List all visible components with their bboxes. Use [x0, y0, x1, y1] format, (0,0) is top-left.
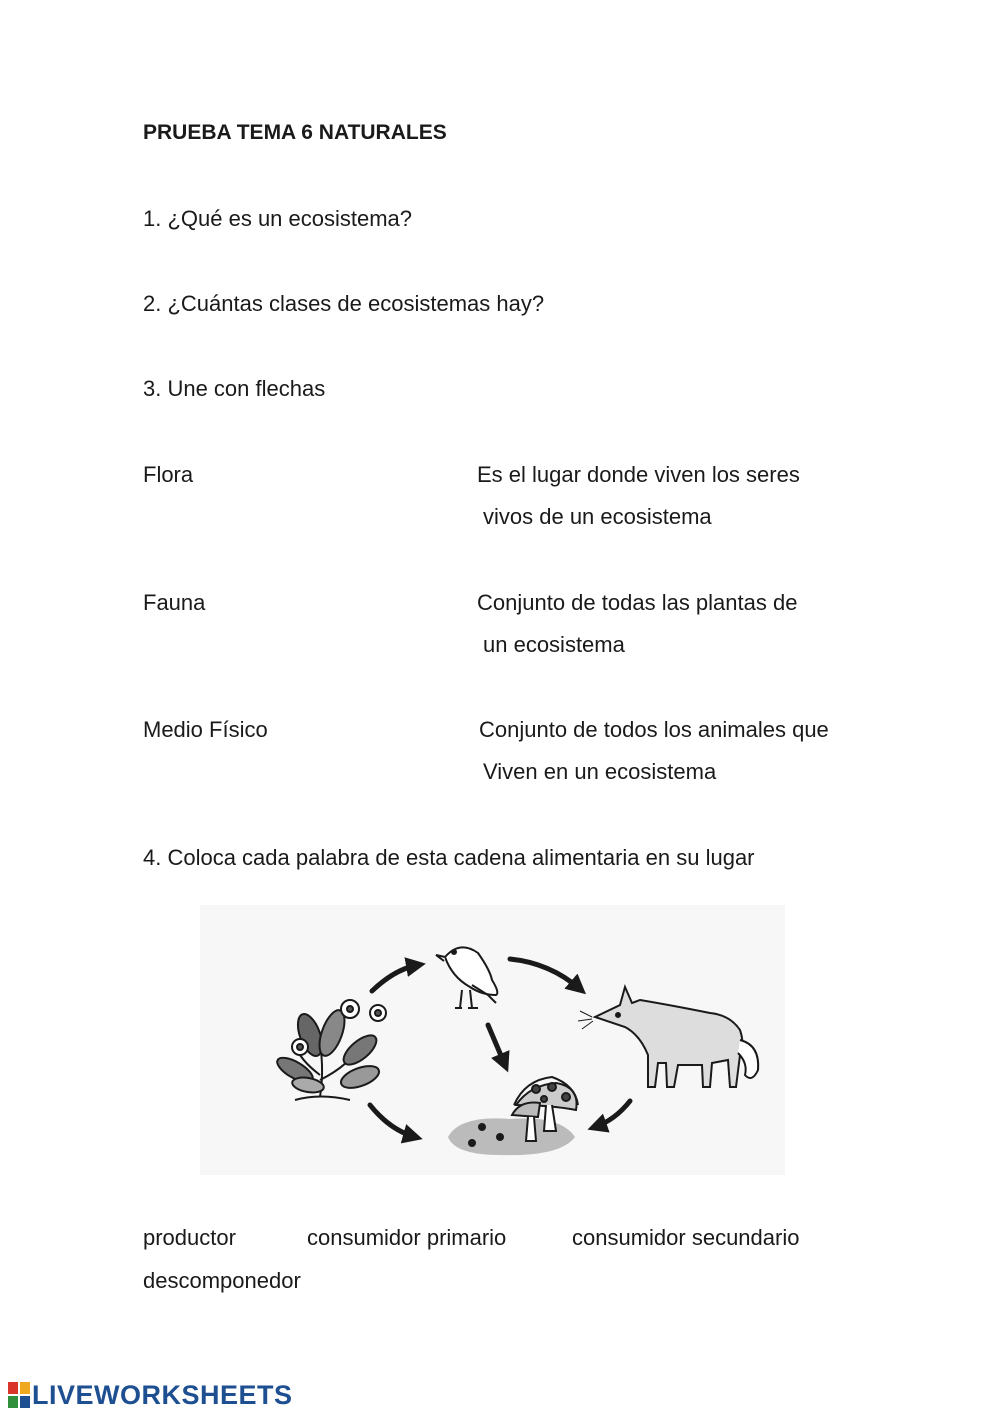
- question-4: 4. Coloca cada palabra de esta cadena alimentaria en su lugar: [143, 845, 755, 870]
- match-right-1-line1: Es el lugar donde viven los seres: [477, 462, 800, 487]
- match-right-3-line1: Conjunto de todos los animales que: [479, 717, 829, 742]
- match-right-2-line2: un ecosistema: [483, 632, 625, 657]
- match-right-2-line1: Conjunto de todas las plantas de: [477, 590, 798, 615]
- match-right-3-line2: Viven en un ecosistema: [483, 759, 717, 784]
- word-productor: productor: [143, 1225, 236, 1250]
- liveworksheets-brand: LIVEWORKSHEETS: [32, 1379, 293, 1410]
- match-left-fauna: Fauna: [143, 590, 206, 615]
- word-consumidor-primario: consumidor primario: [307, 1225, 507, 1250]
- match-left-medio-fisico: Medio Físico: [143, 717, 268, 742]
- match-left-flora: Flora: [143, 462, 194, 487]
- page-title: PRUEBA TEMA 6 NATURALES: [143, 121, 447, 144]
- word-consumidor-secundario: consumidor secundario: [572, 1225, 800, 1250]
- word-descomponedor: descomponedor: [143, 1268, 301, 1293]
- liveworksheets-logo-icon: [8, 1382, 30, 1408]
- question-3: 3. Une con flechas: [143, 376, 326, 401]
- question-2: 2. ¿Cuántas clases de ecosistemas hay?: [143, 291, 545, 316]
- food-chain-illustration: [200, 905, 785, 1175]
- liveworksheets-logo[interactable]: [8, 1380, 293, 1410]
- question-1: 1. ¿Qué es un ecosistema?: [143, 206, 413, 231]
- match-right-1-line2: vivos de un ecosistema: [483, 504, 712, 529]
